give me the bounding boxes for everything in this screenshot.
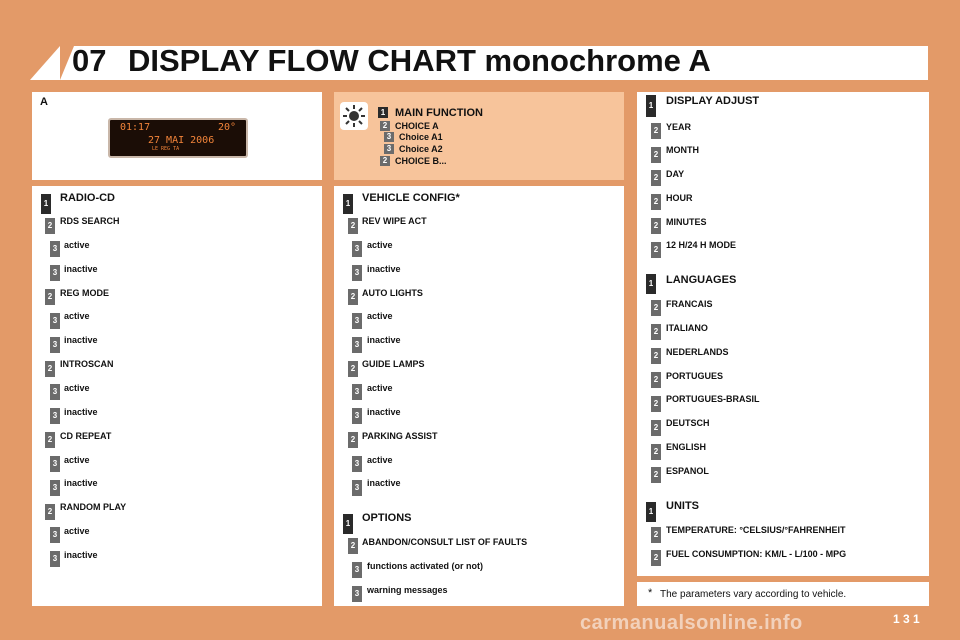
level-badge: 3 <box>352 265 362 281</box>
vehicle-config-title: VEHICLE CONFIG* <box>362 192 460 204</box>
display-adjust-title: DISPLAY ADJUST <box>666 95 760 107</box>
level-badge: 2 <box>348 289 358 305</box>
level-badge: 2 <box>348 361 358 377</box>
guide-active: active <box>367 383 393 393</box>
level-badge: 3 <box>352 480 362 496</box>
intro-active: active <box>64 383 90 393</box>
lcd-temp: 20° <box>218 122 237 133</box>
lcd-date: 27 MAI 2006 <box>148 135 215 146</box>
unit-fuel: FUEL CONSUMPTION: KM/L - L/100 - MPG <box>666 549 847 559</box>
level-badge: 3 <box>352 456 362 472</box>
radio-cd-title: RADIO-CD <box>60 192 115 204</box>
languages-title: LANGUAGES <box>666 274 737 286</box>
level-badge: 1 <box>646 502 656 522</box>
level-badge: 3 <box>384 144 394 154</box>
lang-italiano: ITALIANO <box>666 323 708 333</box>
level-badge: 1 <box>646 95 656 117</box>
rds-search: RDS SEARCH <box>60 216 120 226</box>
lang-english: ENGLISH <box>666 442 707 452</box>
auto-active: active <box>367 311 393 321</box>
level-badge: 2 <box>651 550 661 566</box>
functions-activated: functions activated (or not) <box>367 561 484 571</box>
level-badge: 3 <box>50 384 60 400</box>
level-badge: 2 <box>651 444 661 460</box>
level-badge: 3 <box>50 241 60 257</box>
lcd-small: LE REG TA <box>152 146 180 152</box>
hour: HOUR <box>666 193 693 203</box>
abandon-consult: ABANDON/CONSULT LIST OF FAULTS <box>362 537 528 547</box>
level-badge: 3 <box>50 313 60 329</box>
level-badge: 3 <box>352 408 362 424</box>
level-badge: 2 <box>45 289 55 305</box>
level-badge: 2 <box>45 432 55 448</box>
level-badge: 2 <box>348 538 358 554</box>
watermark: carmanualsonline.info <box>580 612 803 634</box>
repeat-inactive: inactive <box>64 478 98 488</box>
level-badge: 2 <box>651 194 661 210</box>
level-badge: 2 <box>651 123 661 139</box>
level-badge: 2 <box>651 527 661 543</box>
guide-lamps: GUIDE LAMPS <box>362 359 425 369</box>
level-badge: 2 <box>348 218 358 234</box>
level-badge: 2 <box>651 420 661 436</box>
legend-panel <box>334 92 624 180</box>
level-badge: 2 <box>45 361 55 377</box>
lang-deutsch: DEUTSCH <box>666 418 710 428</box>
footnote-text: The parameters vary according to vehicle. <box>660 589 847 600</box>
hour-mode: 12 H/24 H MODE <box>666 240 737 250</box>
level-badge: 2 <box>380 156 390 166</box>
level-badge: 3 <box>352 313 362 329</box>
legend-choice-b: CHOICE B... <box>395 156 447 166</box>
level-badge: 2 <box>348 432 358 448</box>
level-badge: 2 <box>651 218 661 234</box>
reg-inactive: inactive <box>64 335 98 345</box>
month: MONTH <box>666 145 699 155</box>
lang-francais: FRANCAIS <box>666 299 713 309</box>
repeat-active: active <box>64 455 90 465</box>
level-badge: 2 <box>651 372 661 388</box>
legend-choice-a1: Choice A1 <box>399 132 443 142</box>
lcd-time: 01:17 <box>120 122 151 133</box>
lang-nederlands: NEDERLANDS <box>666 347 729 357</box>
page-title: DISPLAY FLOW CHART monochrome A <box>128 43 711 78</box>
day: DAY <box>666 169 685 179</box>
level-badge: 2 <box>651 467 661 483</box>
level-badge: 2 <box>45 218 55 234</box>
parking-assist: PARKING ASSIST <box>362 431 438 441</box>
unit-temperature: TEMPERATURE: °CELSIUS/°FAHRENHEIT <box>666 525 846 535</box>
lcd-display <box>108 118 248 158</box>
rds-active: active <box>64 240 90 250</box>
park-inactive: inactive <box>367 478 401 488</box>
legend-choice-a2: Choice A2 <box>399 144 443 154</box>
introscan: INTROSCAN <box>60 359 114 369</box>
level-badge: 3 <box>352 337 362 353</box>
level-badge: 3 <box>50 527 60 543</box>
level-badge: 2 <box>45 504 55 520</box>
auto-lights: AUTO LIGHTS <box>362 288 423 298</box>
rev-wipe-act: REV WIPE ACT <box>362 216 427 226</box>
footnote-mark: * <box>648 587 653 599</box>
reg-active: active <box>64 311 90 321</box>
level-badge: 2 <box>651 170 661 186</box>
intro-inactive: inactive <box>64 407 98 417</box>
level-badge: 1 <box>343 194 353 214</box>
level-badge: 3 <box>352 562 362 578</box>
level-badge: 1 <box>41 194 51 214</box>
legend-choice-a: CHOICE A <box>395 121 439 131</box>
minutes: MINUTES <box>666 217 707 227</box>
random-inactive: inactive <box>64 550 98 560</box>
random-play: RANDOM PLAY <box>60 502 127 512</box>
level-badge: 3 <box>384 132 394 142</box>
level-badge: 1 <box>343 514 353 534</box>
level-badge: 3 <box>50 265 60 281</box>
level-badge: 3 <box>352 384 362 400</box>
lang-espanol: ESPANOL <box>666 466 709 476</box>
cd-repeat: CD REPEAT <box>60 431 112 441</box>
title-corner <box>30 46 60 80</box>
reg-mode: REG MODE <box>60 288 110 298</box>
level-badge: 2 <box>380 121 390 131</box>
level-badge: 3 <box>352 241 362 257</box>
level-badge: 3 <box>352 586 362 602</box>
level-badge: 1 <box>378 107 388 118</box>
auto-inactive: inactive <box>367 335 401 345</box>
level-badge: 2 <box>651 242 661 258</box>
page-number: 1 3 1 <box>893 612 920 626</box>
level-badge: 2 <box>651 396 661 412</box>
lang-portugues-brasil: PORTUGUES-BRASIL <box>666 394 760 404</box>
year: YEAR <box>666 122 692 132</box>
level-badge: 2 <box>651 300 661 316</box>
level-badge: 3 <box>50 480 60 496</box>
options-title: OPTIONS <box>362 512 412 524</box>
lang-portugues: PORTUGUES <box>666 371 724 381</box>
level-badge: 2 <box>651 324 661 340</box>
display-label: A <box>40 96 48 108</box>
random-active: active <box>64 526 90 536</box>
chapter-number: 07 <box>72 43 107 78</box>
rev-active: active <box>367 240 393 250</box>
level-badge: 3 <box>50 456 60 472</box>
units-title: UNITS <box>666 500 699 512</box>
guide-inactive: inactive <box>367 407 401 417</box>
settings-icon <box>340 102 368 130</box>
level-badge: 1 <box>646 274 656 294</box>
level-badge: 3 <box>50 551 60 567</box>
warning-messages: warning messages <box>367 585 448 595</box>
park-active: active <box>367 455 393 465</box>
rds-inactive: inactive <box>64 264 98 274</box>
level-badge: 2 <box>651 348 661 364</box>
level-badge: 3 <box>50 337 60 353</box>
rev-inactive: inactive <box>367 264 401 274</box>
legend-main-function: MAIN FUNCTION <box>395 107 483 119</box>
level-badge: 3 <box>50 408 60 424</box>
level-badge: 2 <box>651 147 661 163</box>
